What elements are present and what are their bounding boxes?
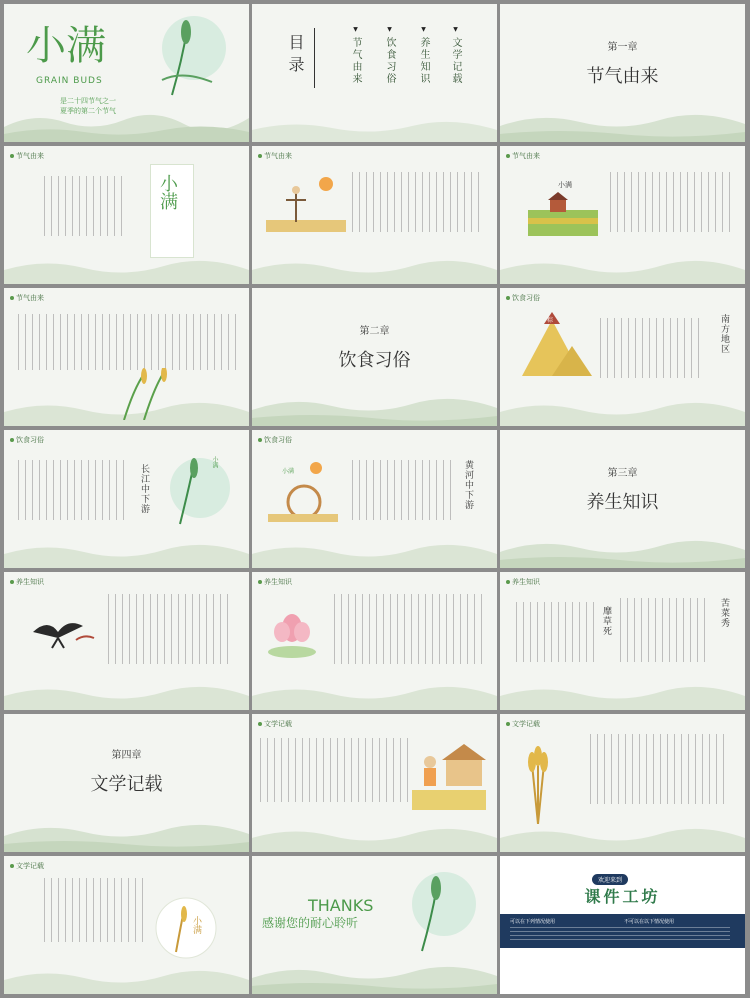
body-text-columns [18,314,238,370]
hut-scarecrow-illustration [412,740,486,812]
section-tag: 节气由来 [506,151,540,161]
toc-item-2[interactable]: ▼ 饮食习俗 [382,26,397,85]
body-text-columns [590,734,730,804]
chapter-title: 节气由来 [586,66,659,87]
subtitle-line-1: 是二十四节气之一 [60,97,116,105]
toc-divider [314,28,315,88]
body-text-columns [352,172,482,232]
section-tag: 养生知识 [258,577,292,587]
chapter-number: 第二章 [359,326,390,337]
chapter-title: 饮食习俗 [338,350,411,371]
hills-decoration [500,508,745,568]
slide-1[interactable] [4,4,249,142]
slide-16[interactable] [4,714,249,852]
body-text-columns [44,176,124,236]
badge-text: 粽 [547,317,554,324]
section-tag: 养生知识 [506,577,540,587]
section-tag: 养生知识 [10,577,44,587]
slide-7[interactable] [4,288,249,426]
wheat-bundle-illustration [518,744,558,824]
slide-3[interactable] [500,4,745,142]
chapter-title: 养生知识 [586,492,659,513]
toc-item-4[interactable]: ▼ 文学记载 [448,26,463,85]
slide-17[interactable] [252,714,497,852]
section-tag: 节气由来 [10,293,44,303]
section-tag: 节气由来 [258,151,292,161]
section-heading: 南方地区 [719,314,729,354]
slide-4[interactable] [4,146,249,284]
body-text-columns [260,738,410,802]
badge-text: 小满 [211,456,218,468]
welcome-pill: 欢迎来到 [592,874,628,885]
thanks-chinese: 感谢您的耐心聆听 [262,916,359,930]
slide-14[interactable] [252,572,497,710]
slide-13[interactable] [4,572,249,710]
slide-12[interactable] [500,430,745,568]
waterwheel-illustration [268,458,338,524]
grain-circle-illustration [154,896,218,960]
badge-text: 小满 [282,468,295,475]
big-title: 小满 [26,23,106,69]
brand-title: 课件工坊 [584,887,661,906]
chapter-title: 文学记载 [90,774,163,795]
slide-10[interactable] [4,430,249,568]
slide-5[interactable] [252,146,497,284]
body-text-columns [610,172,730,232]
slide-2[interactable] [252,4,497,142]
slide-19[interactable] [4,856,249,994]
hills-decoration [252,366,497,426]
fine-print [510,926,730,940]
body-text-columns [352,460,452,520]
section-heading-2: 靡草死 [601,606,611,636]
chapter-number: 第三章 [607,468,638,479]
hills-decoration [4,224,249,284]
section-tag: 文学记载 [258,719,292,729]
slide-20[interactable] [252,856,497,994]
chapter-number: 第四章 [111,750,142,761]
disallowed-heading: 不可以在以下情况使用 [624,919,675,925]
section-tag: 文学记载 [10,861,44,871]
en-title: GRAIN BUDS [36,76,103,86]
section-tag: 文学记载 [506,719,540,729]
section-heading: 长江中下游 [139,464,149,514]
body-text-columns-right [620,598,710,662]
section-tag: 节气由来 [10,151,44,161]
slide-8[interactable] [252,288,497,426]
wheat-circle-illustration [160,452,236,528]
badge-text: 小满 [191,916,201,934]
slide-11[interactable] [252,430,497,568]
lotus-illustration [264,598,320,662]
card-title: 小满 [157,174,178,210]
section-tag: 饮食习俗 [506,293,540,303]
hills-decoration [252,82,497,142]
hills-decoration [500,82,745,142]
body-text-columns-left [516,602,596,662]
badge-text: 小满 [558,181,572,189]
body-text-columns [18,460,128,520]
toc-item-1[interactable]: ▼ 节气由来 [348,26,363,85]
scarecrow-field-illustration [266,172,346,242]
swallows-illustration [28,612,98,652]
slide-15[interactable] [500,572,745,710]
farm-landscape-illustration [528,188,598,236]
toc-item-3[interactable]: ▼ 养生知识 [416,26,431,85]
slide-21[interactable] [500,856,745,994]
section-heading: 黄河中下游 [463,460,473,510]
grain-illustration [114,368,184,420]
slide-18[interactable] [500,714,745,852]
subtitle-line-2: 夏季的第二个节气 [60,107,116,115]
section-tag: 饮食习俗 [258,435,292,445]
slide-9[interactable] [500,288,745,426]
section-heading-1: 苦菜秀 [719,598,729,628]
body-text-columns [600,318,700,378]
thanks-english: THANKS [308,896,374,915]
section-tag: 饮食习俗 [10,435,44,445]
toc-title: 目录 [286,34,305,78]
body-text-columns [334,594,484,664]
body-text-columns [108,594,228,664]
wheat-circle-illustration [152,10,232,100]
slide-6[interactable] [500,146,745,284]
wheat-circle-illustration [402,866,482,956]
chapter-number: 第一章 [607,42,638,53]
body-text-columns [44,878,144,942]
hills-decoration [4,792,249,852]
allowed-heading: 可以在下列情况使用 [510,919,556,925]
